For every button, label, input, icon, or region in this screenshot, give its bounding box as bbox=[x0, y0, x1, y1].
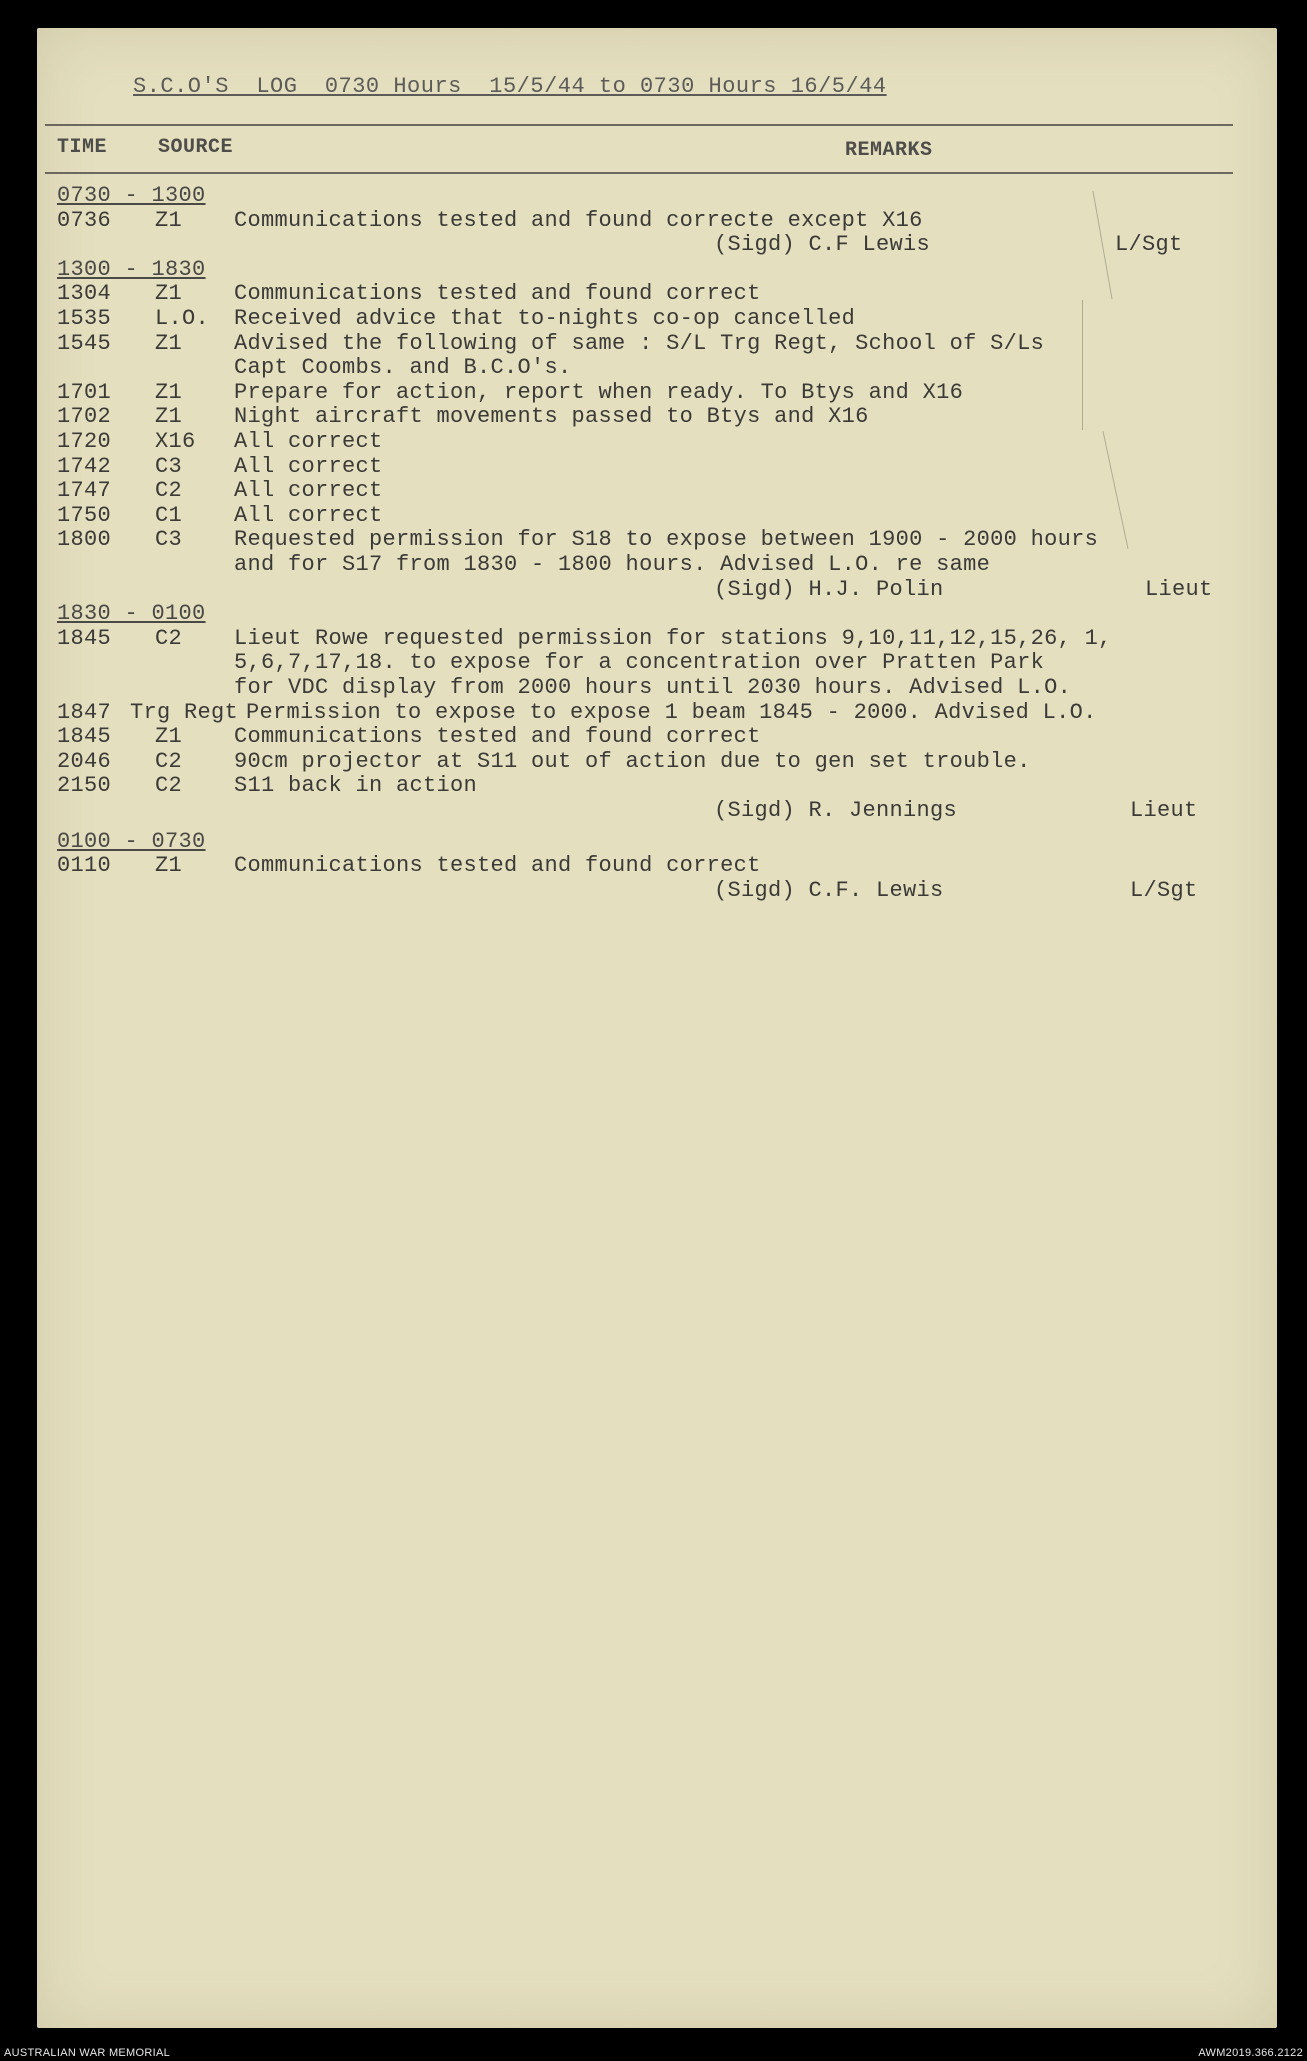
entry-remark: Capt Coombs. and B.C.O's. bbox=[234, 355, 572, 381]
log-heading: S.C.O'S LOG 0730 Hours 15/5/44 to 0730 Hours 16/5/44 bbox=[133, 74, 887, 99]
signature-rank: Lieut bbox=[1130, 798, 1198, 823]
header-rule bbox=[45, 172, 1233, 174]
entry-source: Z1 bbox=[155, 724, 183, 750]
entry-source: X16 bbox=[155, 429, 196, 454]
entry-source: Z1 bbox=[155, 404, 183, 430]
entry-time: 0736 bbox=[57, 207, 112, 233]
entry-remark: All correct bbox=[234, 478, 383, 504]
footer-left: AUSTRALIAN WAR MEMORIAL bbox=[4, 2047, 171, 2059]
entry-remark: Communications tested and found correcte except X16 bbox=[234, 207, 923, 233]
entry-remark: and for S17 from 1830 - 1800 hours. Advised L.O. re same bbox=[234, 552, 991, 577]
column-time: TIME bbox=[57, 136, 108, 159]
entry-remark: Communications tested and found correct bbox=[234, 853, 761, 879]
entry-source: C2 bbox=[155, 748, 183, 774]
entry-time: 1750 bbox=[57, 502, 112, 528]
margin-mark bbox=[1082, 300, 1083, 430]
entry-source: L.O. bbox=[155, 306, 210, 331]
top-rule bbox=[45, 124, 1233, 126]
entry-source: Trg Regt bbox=[130, 699, 239, 725]
entry-remark: Requested permission for S18 to expose between 1900 - 2000 hours bbox=[234, 527, 1099, 553]
entry-remark: All correct bbox=[234, 429, 383, 454]
entry-time: 1304 bbox=[57, 281, 112, 307]
entry-time: 0110 bbox=[57, 853, 112, 879]
entry-time: 2150 bbox=[57, 773, 112, 799]
period-label: 0100 - 0730 bbox=[57, 828, 206, 854]
entry-time: 1845 bbox=[57, 625, 112, 651]
entry-source: Z1 bbox=[155, 853, 183, 879]
entry-source: C2 bbox=[155, 625, 183, 651]
column-remarks: REMARKS bbox=[845, 139, 933, 162]
signature-rank: L/Sgt bbox=[1130, 877, 1198, 903]
entry-remark: Lieut Rowe requested permission for stations 9,10,11,12,15,26, 1, bbox=[234, 625, 1112, 651]
entry-time: 2046 bbox=[57, 748, 112, 774]
entry-remark: S11 back in action bbox=[234, 773, 478, 799]
entry-time: 1747 bbox=[57, 478, 112, 504]
signature-rank: Lieut bbox=[1145, 576, 1213, 602]
entry-remark: Advised the following of same : S/L Trg Regt, School of S/Ls bbox=[234, 330, 1045, 356]
entry-remark: Communications tested and found correct bbox=[234, 281, 761, 307]
entry-source: Z1 bbox=[155, 281, 183, 307]
signature-name: (Sigd) R. Jennings bbox=[714, 798, 958, 823]
period-label: 1830 - 0100 bbox=[57, 601, 206, 627]
entry-remark: Communications tested and found correct bbox=[234, 724, 761, 750]
entry-remark: Permission to expose to expose 1 beam 1845 - 2000. Advised L.O. bbox=[246, 699, 1097, 725]
entry-remark: All correct bbox=[234, 502, 383, 528]
entry-time: 1742 bbox=[57, 453, 112, 479]
period-label: 1300 - 1830 bbox=[57, 256, 206, 282]
entry-time: 1545 bbox=[57, 330, 112, 356]
entry-source: C2 bbox=[155, 478, 183, 504]
signature-name: (Sigd) C.F Lewis bbox=[714, 232, 931, 258]
signature-name: (Sigd) H.J. Polin bbox=[714, 576, 944, 602]
period-label: 0730 - 1300 bbox=[57, 183, 206, 208]
entry-source: C3 bbox=[155, 527, 183, 553]
entry-time: 1701 bbox=[57, 379, 112, 405]
entry-source: C3 bbox=[155, 453, 183, 479]
entry-remark: Received advice that to-nights co-op cancelled bbox=[234, 306, 856, 331]
entry-source: Z1 bbox=[155, 330, 183, 356]
entry-time: 1535 bbox=[57, 306, 112, 331]
entry-remark: 90cm projector at S11 out of action due to gen set trouble. bbox=[234, 748, 1031, 774]
signature-rank: L/Sgt bbox=[1115, 232, 1183, 258]
entry-source: C2 bbox=[155, 773, 183, 799]
entry-time: 1845 bbox=[57, 724, 112, 750]
entry-source: C1 bbox=[155, 502, 183, 528]
entry-time: 1720 bbox=[57, 429, 112, 454]
entry-source: Z1 bbox=[155, 207, 183, 233]
entry-time: 1702 bbox=[57, 404, 112, 430]
entry-remark: for VDC display from 2000 hours until 2030 hours. Advised L.O. bbox=[234, 675, 1072, 700]
entry-source: Z1 bbox=[155, 379, 183, 405]
signature-name: (Sigd) C.F. Lewis bbox=[714, 877, 944, 903]
entry-time: 1847 bbox=[57, 699, 112, 725]
column-source: SOURCE bbox=[158, 136, 234, 159]
entry-remark: All correct bbox=[234, 453, 383, 479]
entry-remark: 5,6,7,17,18. to expose for a concentration over Pratten Park bbox=[234, 650, 1045, 676]
entry-time: 1800 bbox=[57, 527, 112, 553]
footer-right: AWM2019.366.2122 bbox=[1198, 2047, 1303, 2059]
entry-remark: Prepare for action, report when ready. To Btys and X16 bbox=[234, 379, 964, 405]
entry-remark: Night aircraft movements passed to Btys and X16 bbox=[234, 404, 869, 430]
